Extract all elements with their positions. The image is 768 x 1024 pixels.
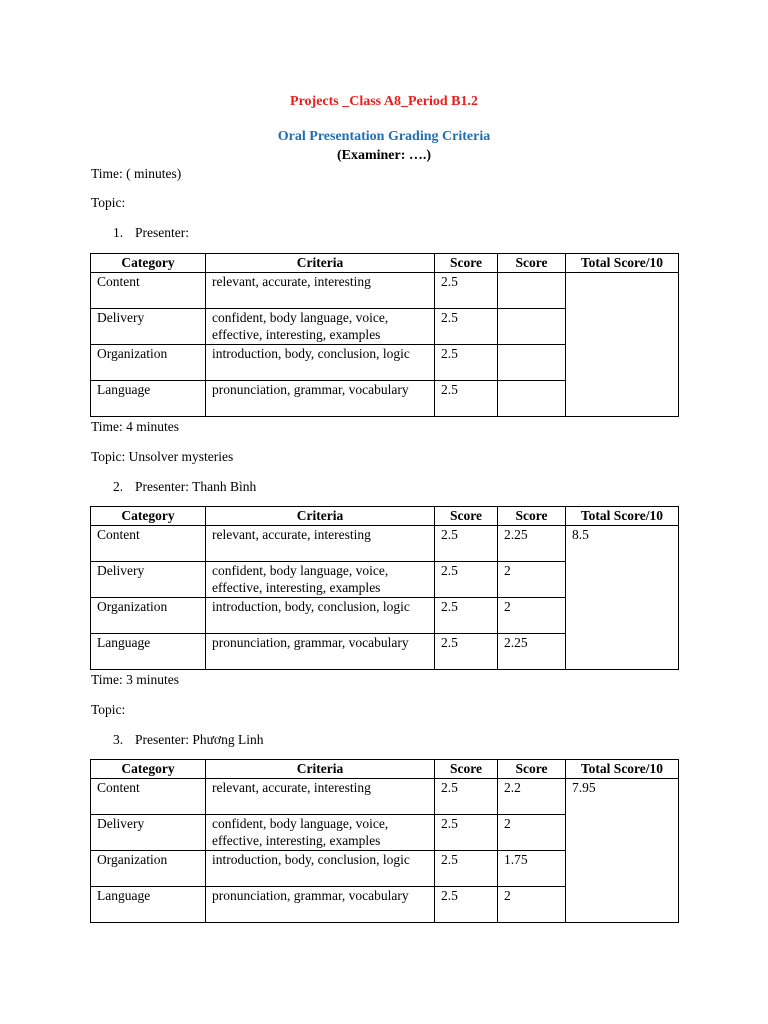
criteria-cell: pronunciation, grammar, vocabulary: [206, 634, 435, 670]
criteria-cell: confident, body language, voice, effective, interesting, examples: [206, 815, 435, 851]
category-cell: Content: [91, 779, 206, 815]
max-score-cell: 2.5: [435, 273, 498, 309]
total-score-cell: 7.95: [566, 779, 679, 923]
column-header: Category: [91, 507, 206, 526]
total-score-cell: 8.5: [566, 526, 679, 670]
score-cell: 1.75: [498, 851, 566, 887]
category-cell: Language: [91, 634, 206, 670]
table-row: [91, 526, 679, 562]
presenter-line: [113, 732, 263, 748]
examiner-line: (Examiner: ….): [336, 148, 432, 163]
column-header: Score: [435, 760, 498, 779]
list-number: 3.: [113, 732, 124, 747]
grading-table: [90, 506, 679, 670]
score-cell: 2: [498, 598, 566, 634]
score-cell: 2.2: [498, 779, 566, 815]
criteria-cell: pronunciation, grammar, vocabulary: [206, 381, 435, 417]
table-row: [91, 779, 679, 815]
column-header: Score: [435, 254, 498, 273]
score-cell: [498, 273, 566, 309]
column-header: Score: [498, 760, 566, 779]
max-score-cell: 2.5: [435, 815, 498, 851]
score-cell: [498, 381, 566, 417]
column-header: Score: [498, 254, 566, 273]
max-score-cell: 2.5: [435, 562, 498, 598]
grading-table: [90, 253, 679, 417]
max-score-cell: 2.5: [435, 526, 498, 562]
max-score-cell: 2.5: [435, 309, 498, 345]
max-score-cell: 2.5: [435, 598, 498, 634]
time-line: Time: ( minutes): [91, 166, 182, 181]
list-number: 2.: [113, 479, 124, 494]
time-line: Time: 3 minutes: [91, 672, 180, 687]
category-cell: Organization: [91, 345, 206, 381]
max-score-cell: 2.5: [435, 851, 498, 887]
category-cell: Delivery: [91, 309, 206, 345]
topic-line: Topic:: [91, 195, 126, 210]
category-cell: Organization: [91, 851, 206, 887]
column-header: Total Score/10: [566, 254, 679, 273]
criteria-cell: confident, body language, voice, effective, interesting, examples: [206, 562, 435, 598]
presenter-label: Presenter:: [135, 225, 189, 240]
page-title: Projects _Class A8_Period B1.2: [290, 94, 478, 109]
max-score-cell: 2.5: [435, 381, 498, 417]
score-cell: 2.25: [498, 526, 566, 562]
criteria-cell: introduction, body, conclusion, logic: [206, 851, 435, 887]
criteria-cell: introduction, body, conclusion, logic: [206, 345, 435, 381]
topic-line: Topic:: [91, 702, 126, 717]
category-cell: Content: [91, 273, 206, 309]
criteria-cell: pronunciation, grammar, vocabulary: [206, 887, 435, 923]
column-header: Total Score/10: [566, 760, 679, 779]
presenter-line: [113, 479, 256, 495]
max-score-cell: 2.5: [435, 634, 498, 670]
score-cell: 2: [498, 562, 566, 598]
max-score-cell: 2.5: [435, 345, 498, 381]
column-header: Category: [91, 254, 206, 273]
max-score-cell: 2.5: [435, 779, 498, 815]
criteria-cell: introduction, body, conclusion, logic: [206, 598, 435, 634]
presenter-label: Presenter: Phương Linh: [135, 732, 264, 747]
criteria-cell: relevant, accurate, interesting: [206, 526, 435, 562]
document-subtitle: Oral Presentation Grading Criteria: [277, 129, 491, 144]
criteria-cell: confident, body language, voice, effective, interesting, examples: [206, 309, 435, 345]
category-cell: Delivery: [91, 562, 206, 598]
score-cell: 2: [498, 887, 566, 923]
presenter-line: [113, 225, 189, 241]
table-header-row: [91, 507, 679, 526]
grading-table: [90, 759, 679, 923]
score-cell: [498, 345, 566, 381]
category-cell: Language: [91, 381, 206, 417]
category-cell: Delivery: [91, 815, 206, 851]
max-score-cell: 2.5: [435, 887, 498, 923]
score-cell: [498, 309, 566, 345]
table-row: [91, 273, 679, 309]
column-header: Criteria: [206, 760, 435, 779]
column-header: Criteria: [206, 507, 435, 526]
column-header: Score: [498, 507, 566, 526]
column-header: Category: [91, 760, 206, 779]
table-header-row: [91, 254, 679, 273]
total-score-cell: [566, 273, 679, 417]
column-header: Total Score/10: [566, 507, 679, 526]
category-cell: Content: [91, 526, 206, 562]
list-number: 1.: [113, 225, 124, 240]
category-cell: Organization: [91, 598, 206, 634]
category-cell: Language: [91, 887, 206, 923]
topic-line: Topic: Unsolver mysteries: [91, 449, 234, 464]
criteria-cell: relevant, accurate, interesting: [206, 273, 435, 309]
column-header: Score: [435, 507, 498, 526]
time-line: Time: 4 minutes: [91, 419, 180, 434]
table-header-row: [91, 760, 679, 779]
presenter-label: Presenter: Thanh Bình: [135, 479, 257, 494]
criteria-cell: relevant, accurate, interesting: [206, 779, 435, 815]
score-cell: 2: [498, 815, 566, 851]
score-cell: 2.25: [498, 634, 566, 670]
column-header: Criteria: [206, 254, 435, 273]
